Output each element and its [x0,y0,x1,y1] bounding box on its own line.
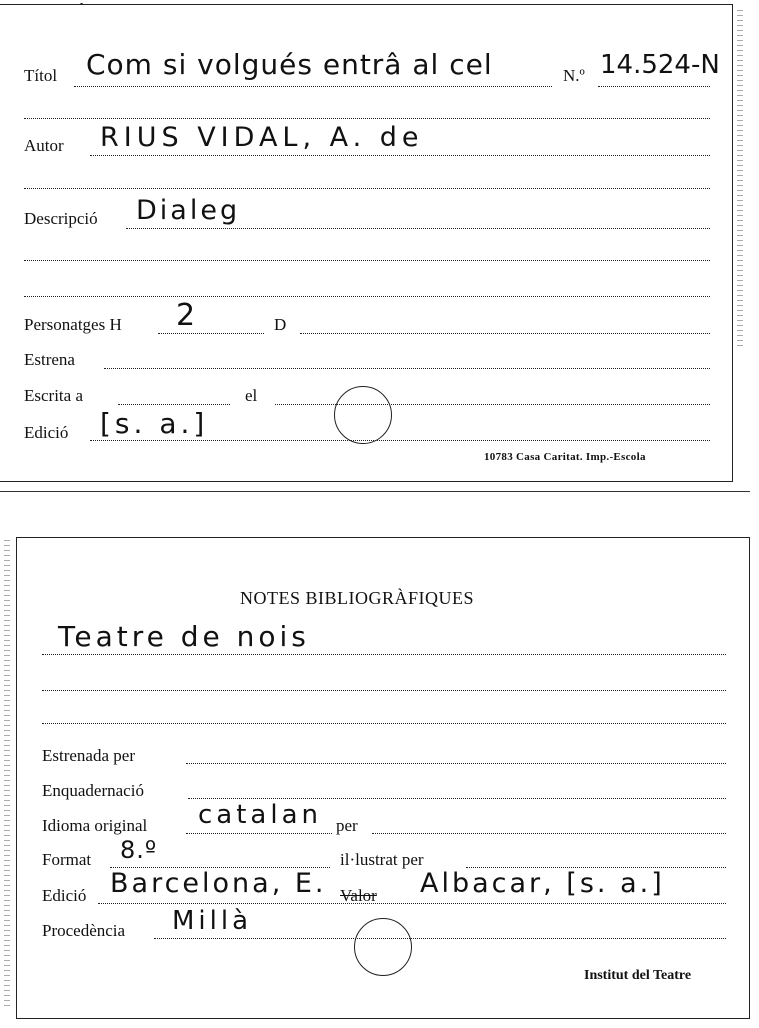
notes-line-2 [42,690,726,691]
edicio2-struck: Valor [340,886,377,905]
titol-line [74,86,552,87]
enquadernacio-label: Enquadernació [42,781,144,800]
edicio2-line [98,903,726,904]
illustrat-label: il·lustrat per [340,850,424,869]
personatges-h-line [158,333,264,334]
titol-line-2 [24,118,710,119]
institut-footer: Institut del Teatre [584,968,692,983]
notes-heading: NOTES BIBLIOGRÀFIQUES [240,588,475,608]
format-label: Format [42,850,92,869]
per-line [372,833,726,834]
descripcio-line [126,228,710,229]
edicio2-value-2: Albacar, [s. a.] [420,868,665,899]
titol-label: Títol [24,66,58,85]
punch-hole-circle-2 [354,918,412,976]
autor-label: Autor [24,136,64,155]
card-separator [0,491,750,492]
procedencia-label: Procedència [42,921,126,940]
personatges-h-value: 2 [176,298,197,333]
escrita-label: Escrita a [24,386,83,405]
personatges-label: Personatges H [24,315,122,334]
enquadernacio-line [188,798,726,799]
edicio2-value: Barcelona, E. [110,868,327,899]
estrenada-label: Estrenada per [42,746,135,765]
estrenada-line [186,763,726,764]
descripcio-line-2 [24,260,710,261]
notes-line-3 [42,723,726,724]
idioma-label: Idioma original [42,816,148,835]
scan-speckle [737,10,743,350]
edicio-line [90,440,710,441]
num-value: 14.524-N [600,50,720,80]
edicio-label: Edició [24,423,69,442]
autor-line-2 [24,188,710,189]
notes-line-1 [42,654,726,655]
idioma-value: catalan [198,800,322,830]
punch-hole-circle [334,386,392,444]
descripcio-line-3 [24,296,710,297]
procedencia-line [154,938,726,939]
procedencia-value: Millà [172,906,253,936]
estrena-label: Estrena [24,350,75,369]
autor-value: RIUS VIDAL, A. de [100,122,424,153]
scan-speckle-left [4,540,10,1010]
titol-value: Com si volgués entrâ al cel [86,48,493,81]
notes-line-1-value: Teatre de nois [58,620,310,653]
edicio2-label: Edició [42,886,87,905]
personatges-d-label: D [274,315,287,334]
descripcio-label: Descripció [24,209,98,228]
estrena-line [104,368,710,369]
escrita-line [118,404,230,405]
edicio-value: [s. a.] [100,407,209,440]
num-line [598,86,710,87]
autor-line [90,155,710,156]
per-label: per [336,816,358,835]
printer-imprint: 10783 Casa Caritat. Imp.-Escola [484,451,646,463]
descripcio-value: Dialeg [136,195,241,226]
personatges-d-line [300,333,710,334]
el-label: el [245,386,258,405]
idioma-line [186,833,332,834]
num-label: N.º [563,66,585,85]
format-value: 8.º [120,836,158,864]
